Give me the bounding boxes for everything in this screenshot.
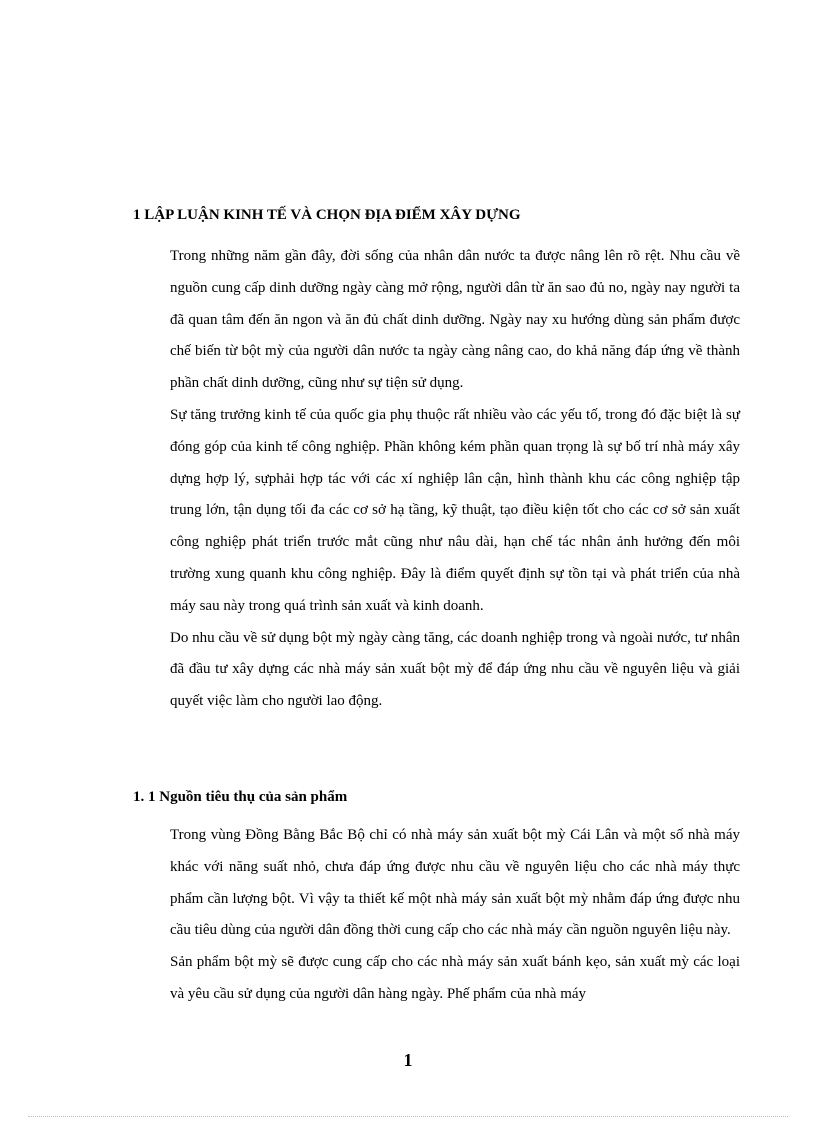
section-body xyxy=(170,241,740,718)
subsection-heading: 1. 1 Nguồn tiêu thụ của sản phẩm xyxy=(133,789,348,805)
section-heading: 1 LẬP LUẬN KINH TẾ VÀ CHỌN ĐỊA ĐIỂM XÂY DỰNG xyxy=(133,207,521,223)
subsection-body xyxy=(170,820,740,1011)
paragraph: Do nhu cầu về sử dụng bột mỳ ngày càng tăng, các doanh nghiệp trong và ngoài nước, tư nhân đã đầu tư xây dựng các nhà máy sản xuất bột mỳ để đáp ứng nhu cầu về nguyên liệu và giải quyết việc làm cho người lao động. xyxy=(170,629,740,710)
page-number: 1 xyxy=(403,1050,413,1070)
page-bottom-divider xyxy=(28,1116,788,1117)
paragraph: Trong vùng Đồng Bằng Bắc Bộ chỉ có nhà máy sản xuất bột mỳ Cái Lân và một số nhà máy khác với năng suất nhỏ, chưa đáp ứng được nhu cầu về nguyên liệu cho các nhà máy thực phẩm cần lượng bột. Vì vậy ta thiết kế một nhà máy sản xuất bột mỳ nhằm đáp ứng được nhu cầu tiêu dùng của người dân đồng thời cung cấp cho các nhà máy cần nguồn nguyên liệu này. xyxy=(170,827,740,939)
paragraph: Sự tăng trưởng kinh tế của quốc gia phụ thuộc rất nhiều vào các yếu tố, trong đó đặc biệt là sự đóng góp của kinh tế công nghiệp. Phần không kém phần quan trọng là sự bố trí nhà máy xây dựng hợp lý, sựphải hợp tác với các xí nghiệp lân cận, hình thành khu các công nghiệp tập trung lớn, tận dụng tối đa các cơ sở hạ tầng, kỹ thuật, tạo điều kiện tốt cho các cơ sở sản xuất công nghiệp phát triển trước mắt cũng như nâu dài, hạn chế tác nhân ảnh hưởng đến môi trường xung quanh khu công nghiệp. Đây là điểm quyết định sự tồn tại và phát triển của nhà máy sau này trong quá trình sản xuất và kinh doanh. xyxy=(170,406,740,614)
paragraph: Sản phẩm bột mỳ sẽ được cung cấp cho các nhà máy sản xuất bánh kẹo, sản xuất mỳ các loại và yêu cầu sử dụng của người dân hàng ngày. Phế phẩm của nhà máy xyxy=(170,954,740,1002)
paragraph: Trong những năm gần đây, đời sống của nhân dân nước ta được nâng lên rõ rệt. Nhu cầu về nguồn cung cấp dinh dưỡng ngày càng mở rộng, người dân từ ăn sao đủ no, ngày nay người ta đã quan tâm đến ăn ngon và ăn đủ chất dinh dưỡng. Ngày nay xu hướng dùng sản phẩm được chế biến từ bột mỳ của người dân nước ta ngày càng nâng cao, do khả năng đáp ứng về thành phần chất dinh dưỡng, cũng như sự tiện sử dụng. xyxy=(170,248,740,392)
